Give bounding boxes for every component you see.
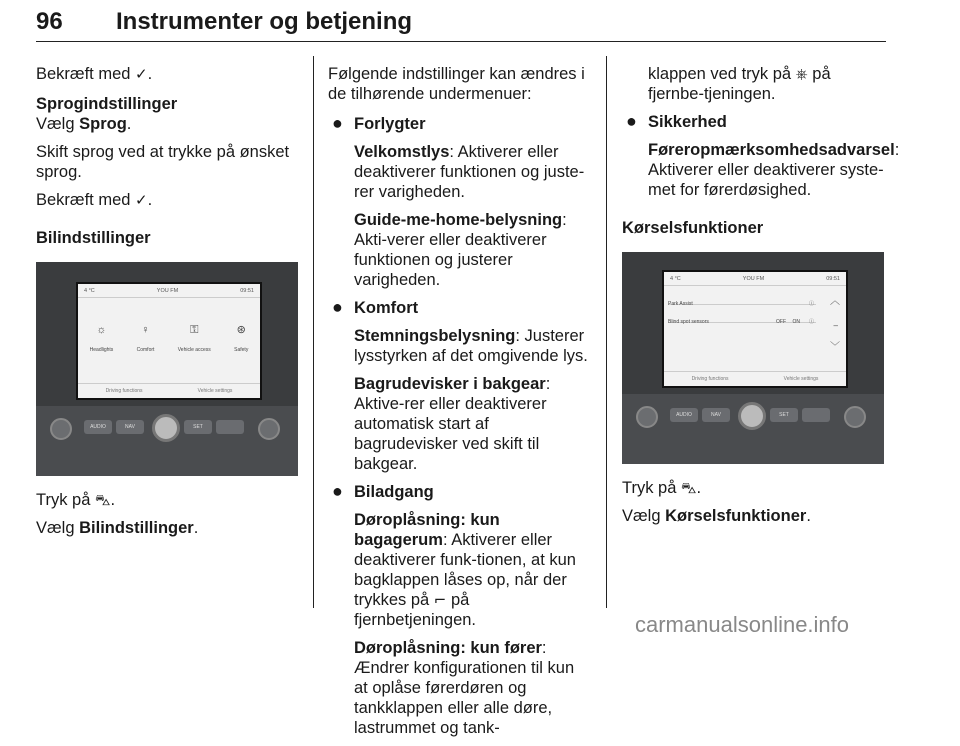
scroll-down-icon: ﹀ <box>830 342 840 353</box>
bullet-title: Biladgang <box>354 483 434 501</box>
bullet-icon: ● <box>332 113 343 133</box>
bulb-icon: ♀ <box>141 324 150 336</box>
toggle-off-label: OFF <box>776 319 786 325</box>
volume-knob <box>152 414 180 442</box>
footer-left: Driving functions <box>105 388 143 394</box>
rear-wiper-text: Bagrudevisker i bakgear: Aktive-rer eller deaktiverer automatisk start af bagrudevisker ved skift til bakgear. <box>354 375 551 473</box>
volume-knob <box>738 402 766 430</box>
select-language: Vælg Sprog. <box>36 115 132 133</box>
column-divider-2 <box>606 56 607 608</box>
bullet-title: Sikkerhed <box>648 113 727 131</box>
audio-button: AUDIO <box>84 420 112 434</box>
bullet-icon: ● <box>626 111 637 131</box>
info-icon: ⓘ <box>808 301 814 307</box>
watermark: carmanualsonline.info <box>635 612 850 637</box>
ambient-lighting-text: Stemningsbelysning: Justerer lysstyrken af det omgivende lys. <box>354 327 588 365</box>
set-button: SET <box>770 408 798 422</box>
headlight-icon: ☼ <box>96 324 107 336</box>
status-bar <box>664 272 846 286</box>
lock-button <box>258 418 280 440</box>
page-number: 96 <box>36 8 63 35</box>
temperature-label: 4 °C <box>670 275 681 282</box>
safety-item: ⊛ Safety <box>234 320 248 360</box>
continued-text: klappen ved tryk på ⎈ på fjernbe-tjeningen. <box>648 65 831 103</box>
nav-button: NAV <box>116 420 144 434</box>
bullet-icon: ● <box>332 481 343 501</box>
clock-label: 09:51 <box>240 287 254 294</box>
footer-left: Driving functions <box>691 376 729 382</box>
confirm-line-2: Bekræft med ✓. <box>36 191 153 209</box>
toggle-on-label: ON <box>792 319 800 325</box>
infotainment-screen <box>76 282 262 400</box>
heading-car-settings: Bilindstillinger <box>36 229 151 247</box>
status-bar <box>78 284 260 298</box>
car-icon: ⛍ <box>680 479 697 497</box>
steering-wheel-icon: ⊛ <box>236 324 246 336</box>
column-1 <box>36 64 298 546</box>
page-title: Instrumenter og betjening <box>116 8 413 35</box>
bullet-safety <box>622 111 900 200</box>
radio-label: YOU FM <box>156 287 179 294</box>
set-button: SET <box>184 420 212 434</box>
bullet-icon: ● <box>332 297 343 317</box>
select-driving-functions: Vælg Kørselsfunktioner. <box>622 507 811 525</box>
car-button <box>216 420 244 434</box>
blind-spot-row: Blind spot sensors OFF ON ⓘ <box>668 312 816 323</box>
column-divider-1 <box>313 56 314 608</box>
info-icon: ⓘ <box>808 319 814 325</box>
header-divider <box>36 41 886 42</box>
heading-language-settings: Sprogindstillinger <box>36 95 178 113</box>
unlock-key-icon: ⎈ <box>795 65 808 83</box>
driving-functions-screen-image <box>622 252 884 464</box>
park-assist-row: Park Assist ⓘ <box>668 294 816 305</box>
scroll-up-icon: ︿ <box>830 296 840 307</box>
vehicle-access-item: ⚿ Vehicle access <box>178 320 211 360</box>
checkmark-icon: ✓ <box>135 191 148 209</box>
hazard-button <box>50 418 72 440</box>
driver-unlock-text: Døroplåsning: kun fører: Ændrer konfigurationen til kun at oplåse førerdøren og tankklappen eller alle døre, lastrummet og tank- <box>354 639 575 737</box>
bullet-title: Forlygter <box>354 115 426 133</box>
clock-label: 09:51 <box>826 275 840 282</box>
trunk-unlock-text: Døroplåsning: kun bagagerum: Aktiverer eller deaktiverer funk-tionen, at kun bagklappen låses op, når der trykkes på ⌐ på fjernbetjeningen. <box>354 511 576 629</box>
temperature-label: 4 °C <box>84 287 95 294</box>
radio-label: YOU FM <box>742 275 765 282</box>
center-console <box>36 406 298 476</box>
select-car-settings: Vælg Bilindstillinger. <box>36 519 199 537</box>
comfort-item: ♀ Comfort <box>137 320 155 360</box>
confirm-line-1: Bekræft med ✓. <box>36 65 153 83</box>
intro-text: Følgende indstillinger kan ændres i de tilhørende undermenuer: <box>328 65 585 103</box>
footer-right: Vehicle settings <box>197 388 233 394</box>
change-language: Skift sprog ved at trykke på ønsket sprog. <box>36 143 290 181</box>
bullet-comfort <box>328 298 592 474</box>
welcome-lighting-text: Velkomstlys: Aktiverer eller deaktiverer funktionen og juste-rer varigheden. <box>354 143 585 201</box>
menu-icons <box>78 320 260 360</box>
footer-right: Vehicle settings <box>783 376 819 382</box>
car-button <box>802 408 830 422</box>
bullet-title: Komfort <box>354 299 419 317</box>
audio-button: AUDIO <box>670 408 698 422</box>
press-car-button: Tryk på ⛍. <box>622 479 702 497</box>
headlights-item: ☼ Headlights <box>90 320 114 360</box>
page-header <box>36 4 926 42</box>
car-icon: ⛍ <box>94 491 111 509</box>
press-car-button: Tryk på ⛍. <box>36 491 116 509</box>
bullet-headlights <box>328 114 592 290</box>
lock-button <box>844 406 866 428</box>
center-console <box>622 394 884 464</box>
bullet-vehicle-access <box>328 482 592 738</box>
infotainment-screen <box>662 270 848 388</box>
screen-footer <box>78 383 260 398</box>
scroll-indicator-icon: – <box>833 321 838 330</box>
screen-footer <box>664 371 846 386</box>
hazard-button <box>636 406 658 428</box>
car-settings-screen-image <box>36 262 298 476</box>
driver-attention-text: Føreropmærksomhedsadvarsel: Aktiverer eller deaktiverer syste-met for førerdøsighed. <box>648 141 900 199</box>
guide-me-home-text: Guide-me-home-belysning: Akti-verer eller deaktiverer funktionen og justerer varigheden. <box>354 211 567 289</box>
trunk-key-icon: ⌐ <box>433 591 447 609</box>
nav-button: NAV <box>702 408 730 422</box>
column-2 <box>328 64 592 746</box>
heading-driving-functions: Kørselsfunktioner <box>622 219 764 237</box>
column-3 <box>622 64 900 534</box>
key-icon: ⚿ <box>190 324 199 336</box>
checkmark-icon: ✓ <box>135 65 148 83</box>
